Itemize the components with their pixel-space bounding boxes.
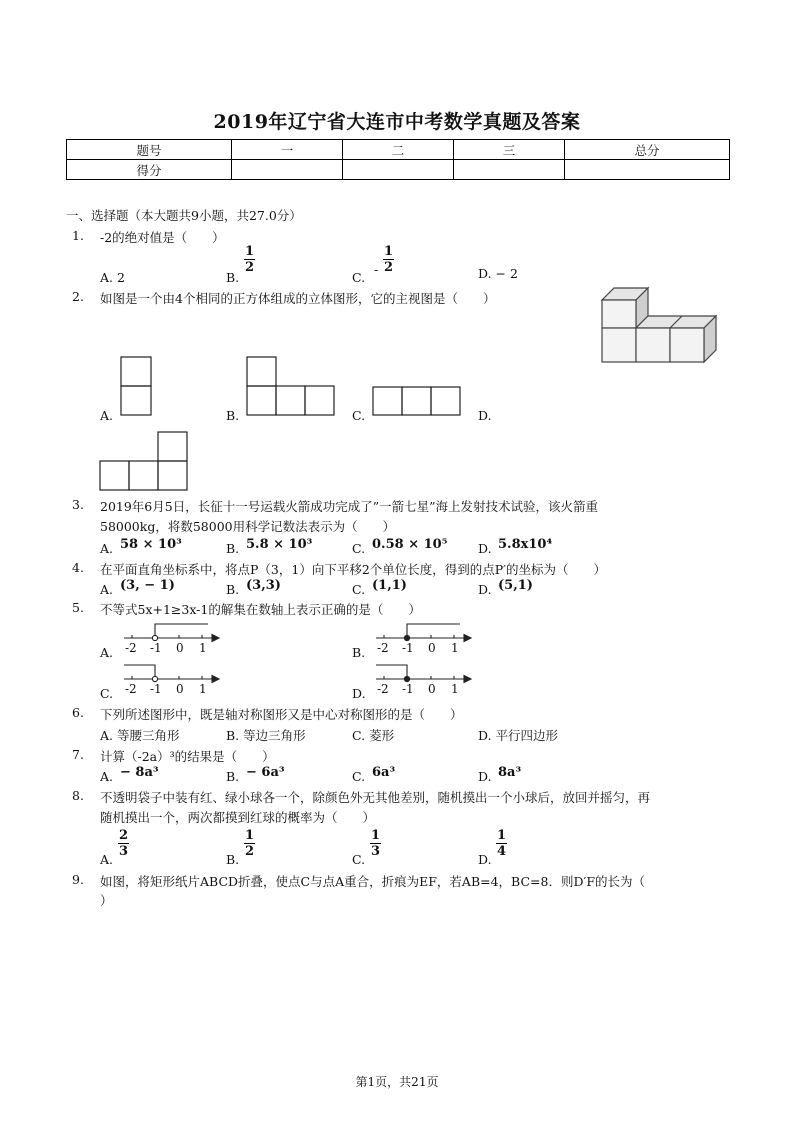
tick-label: 1 <box>199 641 207 655</box>
fraction <box>383 244 394 275</box>
tick-label: -2 <box>377 641 389 655</box>
tick-label: 0 <box>176 641 184 655</box>
question-number: 8. <box>72 788 84 803</box>
option-c-label: C. <box>352 769 366 784</box>
tick-label: 1 <box>451 641 459 655</box>
tick-label: 1 <box>451 682 459 696</box>
option-b-label: B. <box>226 270 240 285</box>
fraction-numerator: 1 <box>245 828 255 843</box>
option-d-label: D. <box>478 541 492 556</box>
question-text-line1: 如图，将矩形纸片ABCD折叠，使点C与点A重合，折痕为EF，若AB=4，BC=8．则D′F的长为（ <box>100 874 646 889</box>
option-a-label: A. <box>100 852 114 867</box>
fraction-denominator: 4 <box>497 844 507 859</box>
option-b-value: − 6a³ <box>246 765 285 780</box>
option-b-label: B. <box>352 645 366 660</box>
option-d-label: D. <box>478 852 492 867</box>
fraction-denominator: 3 <box>371 844 381 859</box>
option-d-label: D. <box>478 408 492 423</box>
number-line-d <box>374 663 474 699</box>
question-number: 6. <box>72 705 84 720</box>
option-d-value: 8a³ <box>498 765 522 780</box>
question-number: 7. <box>72 747 84 762</box>
question-number: 4. <box>72 560 84 575</box>
tick-label: -1 <box>402 682 414 696</box>
option-c: C. 菱形 <box>352 728 395 743</box>
fraction-numerator: 1 <box>497 828 507 843</box>
tick-label: 0 <box>428 641 436 655</box>
fraction-numerator: 1 <box>245 244 255 259</box>
option-d-label: D. <box>352 686 366 701</box>
option-c-label: C. <box>352 408 366 423</box>
option-c-figure <box>372 386 462 416</box>
option-c-value: 0.58 × 10⁵ <box>372 537 448 552</box>
tick-label: 0 <box>428 682 436 696</box>
tick-label: -2 <box>125 682 137 696</box>
score-table-cell <box>454 160 565 180</box>
option-b-value: (3,3) <box>246 578 281 593</box>
option-a-value: 58 × 10³ <box>120 537 182 552</box>
option-b-label: B. <box>226 852 240 867</box>
question-text: 计算（-2a）³的结果是（ ） <box>100 749 275 764</box>
fraction-denominator: 2 <box>245 260 255 275</box>
question-text-line2: 随机摸出一个，两次都摸到红球的概率为（ ） <box>100 810 376 825</box>
question-text-line2: 58000kg，将数58000用科学记数法表示为（ ） <box>100 519 396 534</box>
fraction-denominator: 3 <box>119 844 129 859</box>
question-number: 2. <box>72 289 84 304</box>
score-table-cell <box>232 160 343 180</box>
option-a: A. 2 <box>100 270 125 285</box>
score-table <box>66 139 730 180</box>
question-number: 9. <box>72 872 84 887</box>
option-a-value: (3, − 1) <box>120 578 175 593</box>
tick-label: -2 <box>125 641 137 655</box>
fraction <box>496 828 507 859</box>
option-d-label: D. <box>478 769 492 784</box>
question-text: 下列所述图形中，既是轴对称图形又是中心对称图形的是（ ） <box>100 707 463 722</box>
option-b: B. 等边三角形 <box>226 728 306 743</box>
option-c-label: C. <box>352 541 366 556</box>
option-a-figure <box>120 356 152 416</box>
fraction <box>244 828 255 859</box>
score-table-cell: 一 <box>232 140 343 160</box>
option-a-value: − 8a³ <box>120 765 159 780</box>
number-line-c <box>122 663 222 699</box>
score-table-cell: 二 <box>343 140 454 160</box>
option-c-label: C. <box>352 582 366 597</box>
number-line-b <box>374 622 474 658</box>
fraction <box>244 244 255 275</box>
option-d-figure <box>99 431 189 491</box>
fraction-numerator: 2 <box>119 828 129 843</box>
question-text-line2: ） <box>100 893 113 908</box>
cube-figure <box>600 286 722 366</box>
option-a-label: A. <box>100 582 114 597</box>
option-d-label: D. <box>478 582 492 597</box>
fraction-denominator: 2 <box>384 260 394 275</box>
minus-sign: - <box>374 262 379 277</box>
option-b-label: B. <box>226 408 240 423</box>
option-b-value: 5.8 × 10³ <box>246 537 313 552</box>
score-table-cell: 三 <box>454 140 565 160</box>
fraction <box>118 828 129 859</box>
score-table-cell: 总分 <box>565 140 730 160</box>
score-table-cell <box>343 160 454 180</box>
option-c-value: (1,1) <box>372 578 407 593</box>
fraction-numerator: 1 <box>371 828 381 843</box>
option-c-label: C. <box>352 270 366 285</box>
score-table-score-row <box>67 160 730 180</box>
option-c-label: C. <box>100 686 114 701</box>
option-b-label: B. <box>226 582 240 597</box>
page-footer: 第1页，共21页 <box>355 1075 439 1089</box>
question-number: 1. <box>72 228 84 243</box>
option-a-label: A. <box>100 645 114 660</box>
tick-label: 0 <box>176 682 184 696</box>
section-heading: 一、选择题（本大题共9小题，共27.0分） <box>66 208 302 223</box>
score-table-cell: 题号 <box>67 140 232 160</box>
fraction-numerator: 1 <box>384 244 394 259</box>
score-table-header-row <box>67 140 730 160</box>
option-d-value: (5,1) <box>498 578 533 593</box>
option-d: D. 平行四边形 <box>478 728 559 743</box>
option-c-label: C. <box>352 852 366 867</box>
question-text: 不等式5x+1≥3x-1的解集在数轴上表示正确的是（ ） <box>100 602 421 617</box>
option-d: D. − 2 <box>478 266 518 281</box>
question-text-line1: 2019年6月5日，长征十一号运载火箭成功完成了”一箭七星”海上发射技术试验，该火箭重 <box>100 499 598 514</box>
option-b-label: B. <box>226 769 240 784</box>
question-text: 在平面直角坐标系中，将点P（3，1）向下平移2个单位长度，得到的点P′的坐标为（ ） <box>100 562 607 577</box>
number-line-a <box>122 622 222 658</box>
score-table-cell <box>565 160 730 180</box>
option-b-label: B. <box>226 541 240 556</box>
fraction <box>370 828 381 859</box>
question-text: 如图是一个由4个相同的正方体组成的立体图形，它的主视图是（ ） <box>100 291 496 306</box>
tick-label: 1 <box>199 682 207 696</box>
option-a-label: A. <box>100 541 114 556</box>
option-a-label: A. <box>100 769 114 784</box>
tick-label: -1 <box>150 641 162 655</box>
question-number: 3. <box>72 497 84 512</box>
option-a-label: A. <box>100 408 114 423</box>
fraction-denominator: 2 <box>245 844 255 859</box>
page-title: 2019年辽宁省大连市中考数学真题及答案 <box>213 111 581 133</box>
tick-label: -1 <box>402 641 414 655</box>
option-d-value: 5.8x10⁴ <box>498 537 553 552</box>
question-number: 5. <box>72 600 84 615</box>
option-a: A. 等腰三角形 <box>100 728 180 743</box>
tick-label: -1 <box>150 682 162 696</box>
score-table-cell: 得分 <box>67 160 232 180</box>
question-text: -2的绝对值是（ ） <box>100 230 225 245</box>
option-b-figure <box>246 356 336 416</box>
question-text-line1: 不透明袋子中装有红、绿小球各一个，除颜色外无其他差别，随机摸出一个小球后，放回并摇匀，再 <box>100 790 651 805</box>
option-c-value: 6a³ <box>372 765 396 780</box>
tick-label: -2 <box>377 682 389 696</box>
